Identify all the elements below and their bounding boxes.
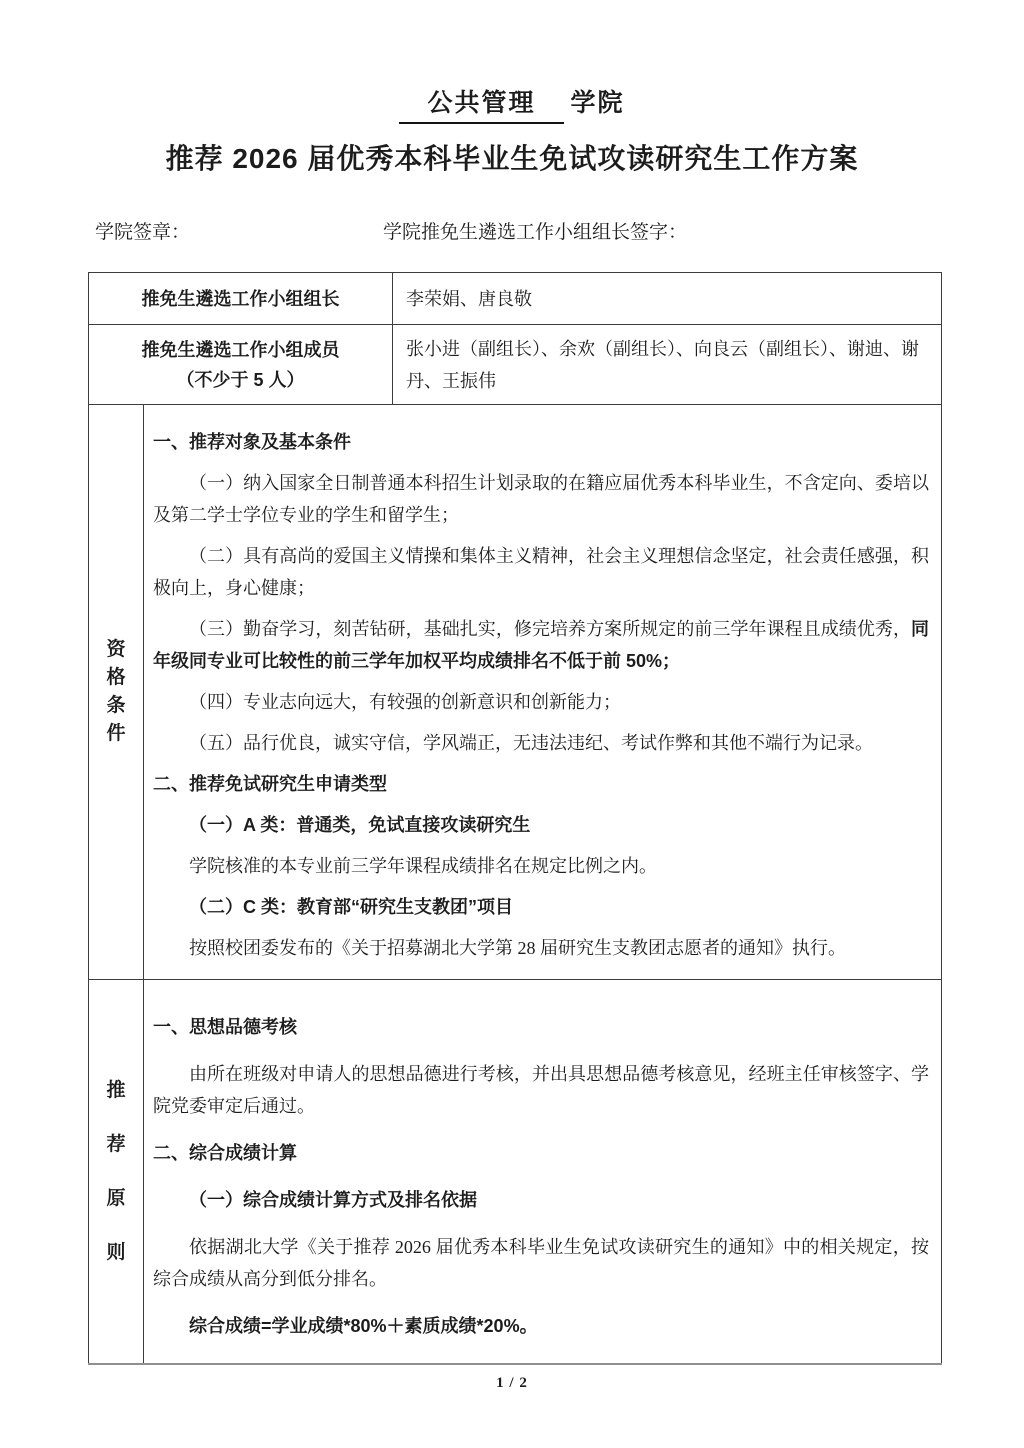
composite-score-formula: 综合成绩=学业成绩*80%＋素质成绩*20%。 (189, 1316, 538, 1336)
principles-heading-2: 二、综合成绩计算 (153, 1143, 297, 1163)
table-row-qualification (89, 405, 942, 980)
table-row-members (89, 325, 942, 405)
table-row-principles (89, 980, 942, 1365)
qualification-heading-2: 二、推荐免试研究生申请类型 (153, 774, 387, 794)
qualification-side-cell (89, 405, 144, 980)
principles-subheading-1: （一）综合成绩计算方式及排名依据 (189, 1190, 477, 1210)
members-label-line2: （不少于 5 人） (176, 369, 305, 390)
page-number: 1 / 2 (496, 1375, 528, 1391)
qualification-heading-1: 一、推荐对象及基本条件 (153, 432, 351, 452)
qualification-item-5: （五）品行优良，诚实守信，学风端正，无违法违纪、考试作弊和其他不端行为记录。 (189, 733, 873, 753)
qualification-content (144, 405, 942, 980)
qualification-item-3 (153, 613, 929, 677)
college-name-underlined: 公共管理 (399, 88, 563, 124)
type-c-description: 按照校团委发布的《关于招募湖北大学第 28 届研究生支教团志愿者的通知》执行。 (189, 938, 846, 958)
work-plan-table (88, 272, 942, 1365)
type-a-description: 学院核准的本专业前三学年课程成绩排名在规定比例之内。 (189, 856, 657, 876)
principles-content (144, 980, 942, 1365)
qualification-item-3-bold: 同年级同专业可比较性的前三学年加权平均成绩排名不低于前 50%； (153, 619, 929, 671)
leader-label-cell: 推免生遴选工作小组组长 (89, 273, 393, 325)
qualification-row-label: 资格条件 (106, 639, 126, 744)
qualification-item-1: （一）纳入国家全日制普通本科招生计划录取的在籍应届优秀本科毕业生，不含定向、委培以及第二学士学位专业的学生和留学生； (153, 473, 929, 525)
principles-side-cell (89, 980, 144, 1365)
type-a-heading: （一）A 类：普通类，免试直接攻读研究生 (189, 815, 531, 835)
signature-row (0, 220, 1024, 246)
members-value-cell: 张小进（副组长）、余欢（副组长）、向良云（副组长）、谢迪、谢丹、王振伟 (393, 325, 942, 405)
group-leader-signature-label: 学院推免生遴选工作小组组长签字： (383, 222, 688, 243)
members-label-cell (89, 325, 393, 405)
principles-para-2: 依据湖北大学《关于推荐 2026 届优秀本科毕业生免试攻读研究生的通知》中的相关规定，按综合成绩从高分到低分排名。 (153, 1237, 929, 1289)
principles-heading-1: 一、思想品德考核 (153, 1017, 297, 1037)
type-c-heading: （二）C 类：教育部“研究生支教团”项目 (189, 897, 513, 917)
qualification-item-4: （四）专业志向远大，有较强的创新意识和创新能力； (189, 692, 621, 712)
members-label-line1: 推免生遴选工作小组成员 (141, 339, 340, 360)
principles-para-1: 由所在班级对申请人的思想品德进行考核，并出具思想品德考核意见，经班主任审核签字、学院党委审定后通过。 (153, 1064, 929, 1116)
qualification-item-2: （二）具有高尚的爱国主义情操和集体主义精神，社会主义理想信念坚定，社会责任感强，积极向上，身心健康； (153, 546, 929, 598)
principles-row-label: 推荐原则 (106, 1079, 126, 1263)
table-row-leader (89, 273, 942, 325)
college-name-suffix: 学院 (570, 89, 625, 117)
college-name-line (0, 88, 1024, 124)
college-seal-label: 学院签章： (95, 222, 191, 243)
qualification-item-3-normal: （三）勤奋学习，刻苦钻研，基础扎实，修完培养方案所规定的前三学年课程且成绩优秀， (189, 619, 911, 639)
document-title: 推荐 2026 届优秀本科毕业生免试攻读研究生工作方案 (165, 143, 859, 174)
leader-value-cell: 李荣娟、唐良敬 (393, 273, 942, 325)
